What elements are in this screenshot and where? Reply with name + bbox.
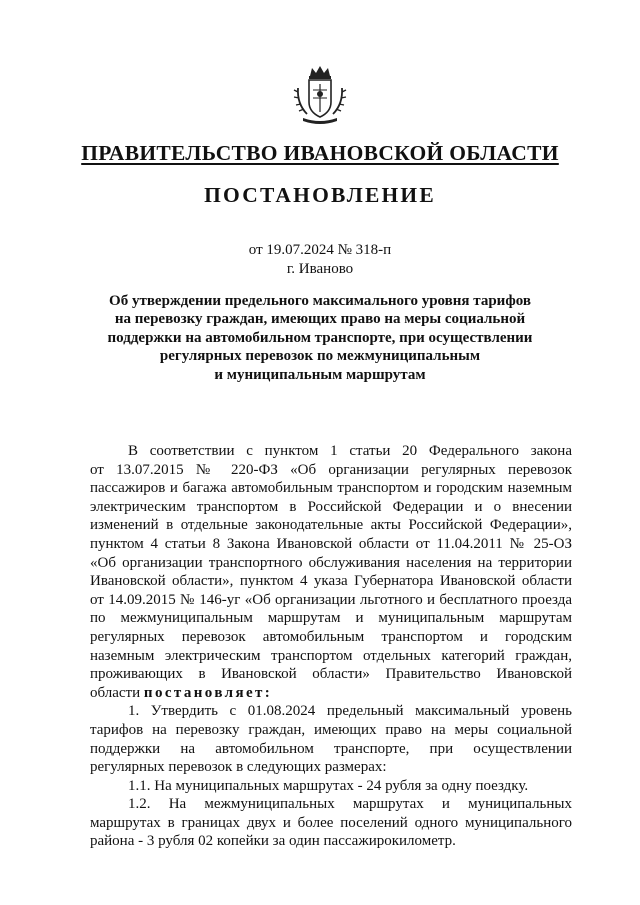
preamble-line: «Об организации транспортного обслуживания населения на территории	[90, 554, 572, 571]
preamble-prefix: области	[90, 684, 144, 701]
title-line: и муниципальным маршрутам	[214, 366, 426, 383]
coat-of-arms-icon	[291, 64, 349, 126]
preamble-line: пунктом 4 статьи 8 Закона Ивановской области от 11.04.2011 № 25-ОЗ	[90, 535, 572, 552]
preamble-line: по межмуниципальным маршрутам и муниципальным маршрутам	[90, 610, 572, 627]
item1-line: поддержки на автомобильном транспорте, при осуществлении	[90, 740, 572, 757]
title-line: Об утверждении предельного максимального уровня тарифов	[109, 293, 531, 309]
title-line: на перевозку граждан, имеющих право на меры социальной	[114, 311, 526, 328]
preamble-line: от 13.07.2015 № 220-ФЗ «Об организации регулярных перевозок	[90, 461, 572, 478]
date-number: от 19.07.2024 № 318-п	[248, 242, 392, 258]
preamble-final-line	[90, 684, 572, 703]
preamble-line: проживающих в Ивановской области» Правительство Ивановской	[90, 666, 572, 683]
item1-line: тарифов на перевозку граждан, имеющих право на меры социальной	[90, 721, 572, 738]
title-line: регулярных перевозок по межмуниципальным	[159, 348, 481, 365]
document-title	[88, 292, 552, 384]
document-meta	[0, 241, 640, 279]
item1-1-line: 1.1. На муниципальных маршрутах - 24 рубля за одну поездку.	[128, 777, 529, 794]
organization-name: ПРАВИТЕЛЬСТВО ИВАНОВСКОЙ ОБЛАСТИ	[81, 141, 559, 165]
preamble-line: электрическим транспортом в Российской Федерации и о внесении	[90, 498, 572, 515]
preamble-line: В соответствии с пунктом 1 статьи 20 Федерального закона	[128, 443, 572, 459]
decree-colon: :	[264, 684, 270, 701]
item1-2-line: 1.2. На межмуниципальных маршрутах и муниципальных	[128, 796, 572, 813]
item1-line: регулярных перевозок в следующих размерах:	[90, 759, 387, 776]
city: г. Иваново	[286, 261, 354, 277]
preamble-line: от 14.09.2015 № 146-уг «Об организации льготного и бесплатного проезда	[90, 591, 572, 608]
preamble-line: наземным электрическим транспортом отдельных категорий граждан,	[90, 647, 572, 664]
preamble-line: изменений в отдельные законодательные акты Российской Федерации»,	[90, 517, 572, 534]
decree-word: постановляет	[143, 684, 265, 701]
item1-line: 1. Утвердить с 01.08.2024 предельный максимальный уровень	[128, 703, 572, 720]
item1-2-line: района - 3 рубля 02 копейки за один пассажирокилометр.	[90, 833, 456, 850]
preamble-line: Ивановской области», пунктом 4 указа Губернатора Ивановской области	[90, 573, 572, 590]
item1-2-line: маршрутах в границах двух и более поселений одного муниципального	[90, 814, 572, 831]
document-body	[90, 442, 572, 851]
preamble-line: пассажиров и багажа автомобильным транспортом и городским наземным	[90, 480, 572, 497]
document-type: ПОСТАНОВЛЕНИЕ	[204, 183, 436, 207]
title-line: поддержки на автомобильном транспорте, при осуществлении	[107, 329, 533, 346]
preamble-line: регулярных перевозок автомобильным транспортом и городским	[90, 628, 572, 645]
